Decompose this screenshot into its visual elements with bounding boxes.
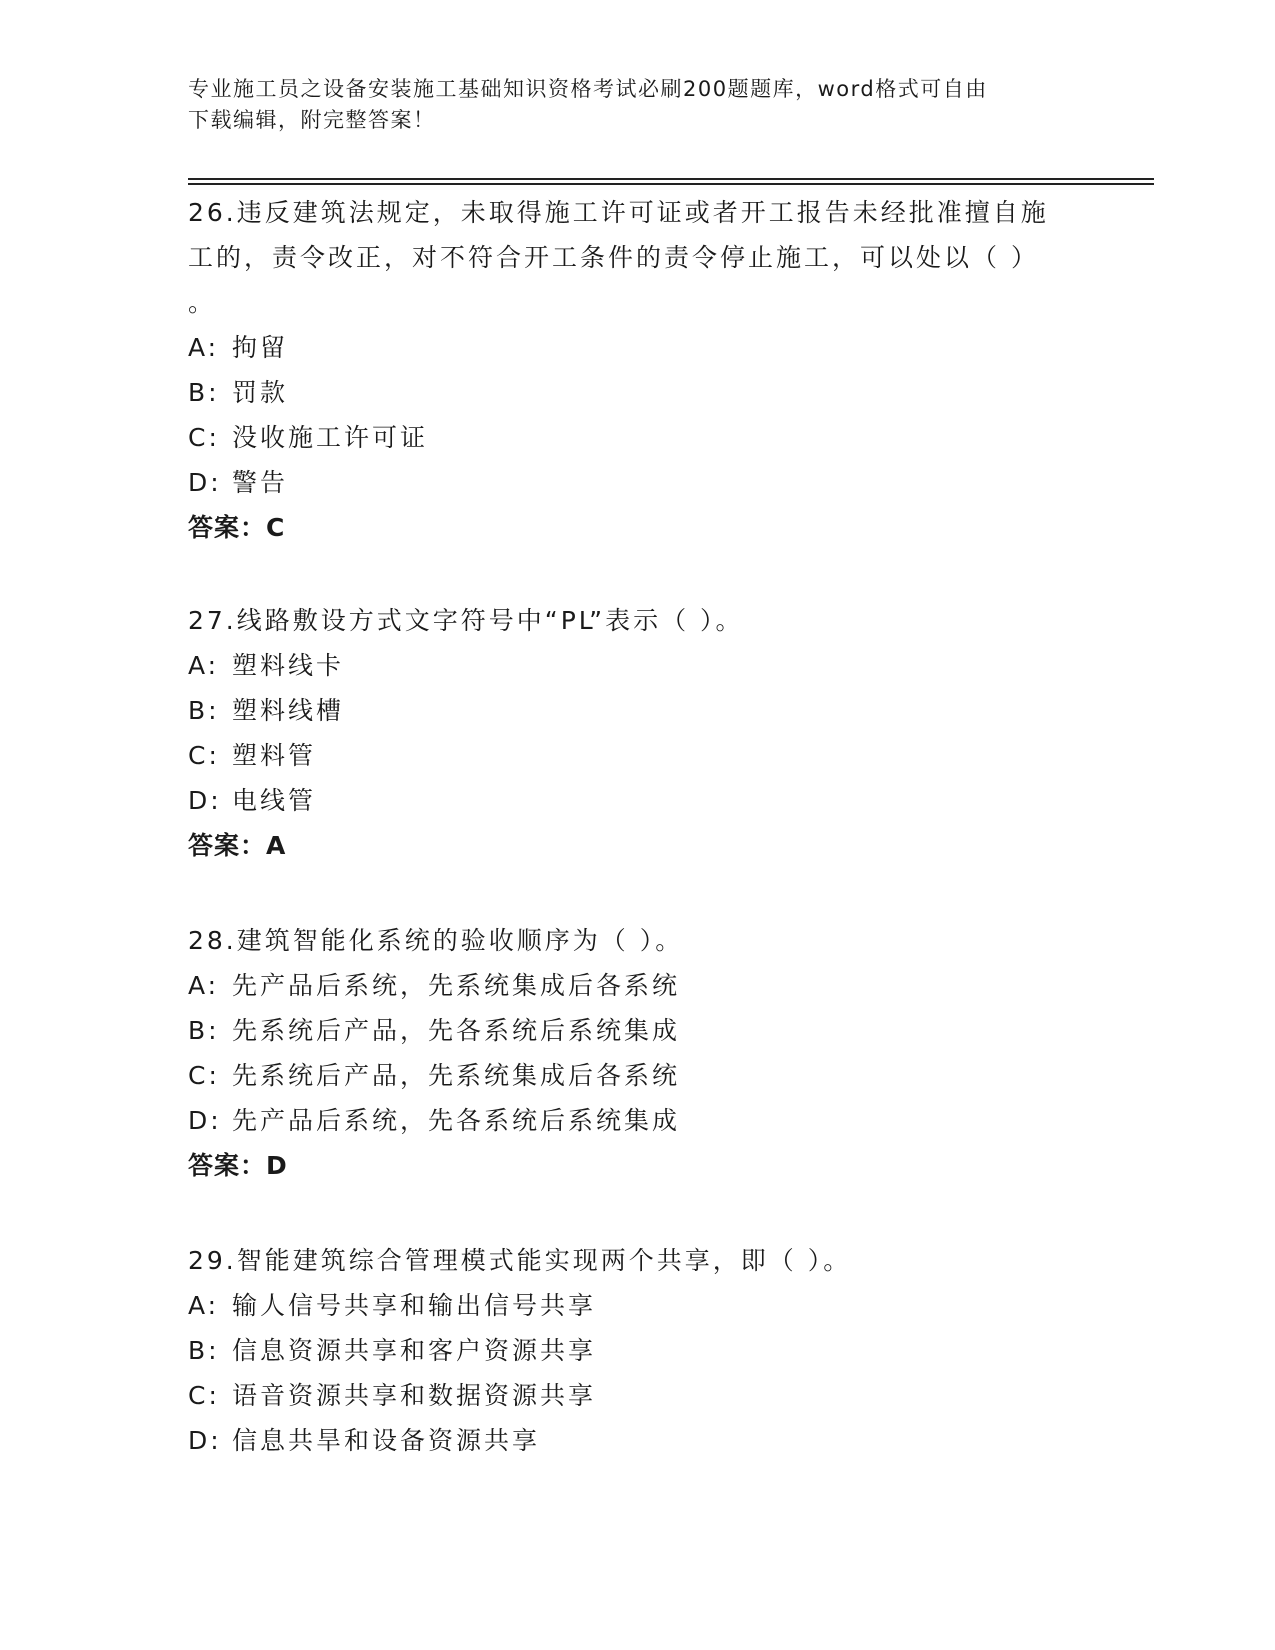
- option-letter: C:: [188, 423, 220, 452]
- option-letter: D:: [188, 1106, 222, 1135]
- question-stem: [188, 918, 1088, 963]
- document-header: [188, 74, 1088, 136]
- option-letter: A:: [188, 971, 220, 1000]
- option-c: [188, 1373, 1088, 1418]
- option-letter: A:: [188, 651, 220, 680]
- answer-label: 答案：A: [188, 831, 287, 860]
- option-d: [188, 460, 1088, 505]
- option-letter: C:: [188, 1381, 220, 1410]
- option-text: 警告: [232, 468, 289, 497]
- option-a: [188, 1283, 1088, 1328]
- option-a: [188, 643, 1088, 688]
- header-line-1: 专业施工员之设备安装施工基础知识资格考试必刷200题题库，word格式可自由: [188, 77, 988, 101]
- question-26: [188, 190, 1088, 550]
- option-letter: A:: [188, 333, 220, 362]
- option-text: 拘留: [232, 333, 289, 362]
- option-text: 塑料管: [232, 741, 317, 770]
- option-text: 输人信号共享和输出信号共享: [232, 1291, 597, 1320]
- question-28: [188, 918, 1088, 1188]
- stem-line: 。: [188, 288, 217, 317]
- stem-line: 工的，责令改正，对不符合开工条件的责令停止施工，可以处以（ ）: [188, 243, 1039, 272]
- option-c: [188, 733, 1088, 778]
- stem-line: 29.智能建筑综合管理模式能实现两个共享，即（ ）。: [188, 1246, 852, 1275]
- option-letter: D:: [188, 468, 222, 497]
- option-b: [188, 370, 1088, 415]
- option-text: 塑料线卡: [232, 651, 345, 680]
- stem-line: 27.线路敷设方式文字符号中“PL”表示（ ）。: [188, 606, 744, 635]
- stem-line: 28.建筑智能化系统的验收顺序为（ ）。: [188, 926, 684, 955]
- question-stem: [188, 190, 1088, 325]
- option-b: [188, 1008, 1088, 1053]
- option-d: [188, 1418, 1088, 1463]
- option-letter: D:: [188, 1426, 222, 1455]
- option-letter: D:: [188, 786, 222, 815]
- option-a: [188, 325, 1088, 370]
- option-letter: A:: [188, 1291, 220, 1320]
- answer-label: 答案：C: [188, 513, 286, 542]
- option-text: 没收施工许可证: [232, 423, 429, 452]
- option-text: 罚款: [232, 378, 289, 407]
- option-text: 信息共旱和设备资源共享: [232, 1426, 541, 1455]
- header-divider-bottom: [188, 183, 1154, 185]
- option-letter: C:: [188, 1061, 220, 1090]
- option-d: [188, 778, 1088, 823]
- option-a: [188, 963, 1088, 1008]
- option-letter: B:: [188, 696, 220, 725]
- question-stem: [188, 1238, 1088, 1283]
- option-text: 先系统后产品，先各系统后系统集成: [232, 1016, 681, 1045]
- option-text: 先系统后产品，先系统集成后各系统: [232, 1061, 681, 1090]
- option-text: 信息资源共享和客户资源共享: [232, 1336, 597, 1365]
- answer-label: 答案：D: [188, 1151, 288, 1180]
- option-c: [188, 1053, 1088, 1098]
- option-text: 先产品后系统，先各系统后系统集成: [232, 1106, 681, 1135]
- option-text: 先产品后系统，先系统集成后各系统: [232, 971, 681, 1000]
- header-line-2: 下载编辑，附完整答案！: [188, 108, 436, 132]
- option-letter: B:: [188, 1336, 220, 1365]
- option-text: 电线管: [232, 786, 317, 815]
- question-27: [188, 598, 1088, 868]
- question-stem: [188, 598, 1088, 643]
- option-c: [188, 415, 1088, 460]
- option-text: 语音资源共享和数据资源共享: [232, 1381, 597, 1410]
- header-divider-top: [188, 178, 1154, 180]
- question-29: [188, 1238, 1088, 1463]
- option-text: 塑料线槽: [232, 696, 345, 725]
- option-b: [188, 688, 1088, 733]
- option-d: [188, 1098, 1088, 1143]
- option-letter: B:: [188, 378, 220, 407]
- option-letter: C:: [188, 741, 220, 770]
- option-b: [188, 1328, 1088, 1373]
- stem-line: 26.违反建筑法规定，未取得施工许可证或者开工报告未经批准擅自施: [188, 198, 1049, 227]
- option-letter: B:: [188, 1016, 220, 1045]
